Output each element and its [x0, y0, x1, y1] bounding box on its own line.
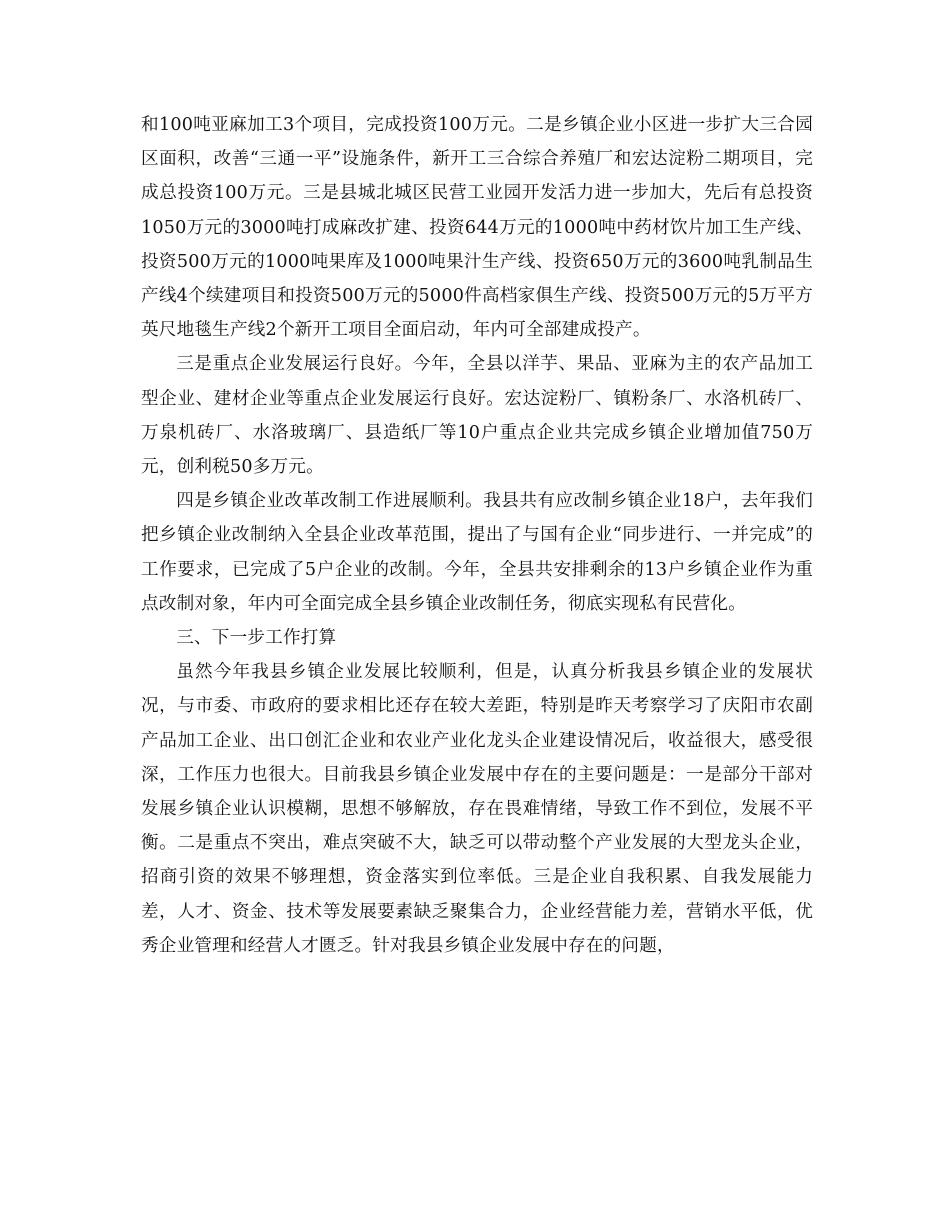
document-body — [141, 108, 813, 963]
paragraph-reform: 四是乡镇企业改革改制工作进展顺利。我县共有应改制乡镇企业18户，去年我们把乡镇企业改制纳入全县企业改革范围，提出了与国有企业“同步进行、一并完成”的工作要求，已完成了5户企业的改制。今年，全县共安排剩余的13户乡镇企业作为重点改制对象，年内可全面完成全县乡镇企业改制任务，彻底实现私有民营化。 — [141, 491, 813, 614]
paragraph-continuation: 和100吨亚麻加工3个项目，完成投资100万元。二是乡镇企业小区进一步扩大三合园区面积，改善“三通一平”设施条件，新开工三合综合养殖厂和宏达淀粉二期项目，完成总投资100万元。三是县城北城区民营工业园开发活力进一步加大，先后有总投资1050万元的3000吨打成麻改扩建、投资644万元的1000吨中药材饮片加工生产线、投资500万元的1000吨果库及1000吨果汁生产线、投资650万元的3600吨乳制品生产线4个续建项目和投资500万元的5000件高档家俱生产线、投资500万元的5万平方英尺地毯生产线2个新开工项目全面启动，年内可全部建成投产。 — [141, 115, 813, 341]
paragraph-key-enterprises: 三是重点企业发展运行良好。今年，全县以洋芋、果品、亚麻为主的农产品加工型企业、建材企业等重点企业发展运行良好。宏达淀粉厂、镇粉条厂、水洛机砖厂、万泉机砖厂、水洛玻璃厂、县造纸厂等10户重点企业共完成乡镇企业增加值750万元，创利税50多万元。 — [141, 354, 813, 478]
paragraph-problems: 虽然今年我县乡镇企业发展比较顺利，但是，认真分析我县乡镇企业的发展状况，与市委、市政府的要求相比还存在较大差距，特别是昨天考察学习了庆阳市农副产品加工企业、出口创汇企业和农业产业化龙头企业建设情况后，收益很大，感受很深，工作压力也很大。目前我县乡镇企业发展中存在的主要问题是：一是部分干部对发展乡镇企业认识模糊，思想不够解放，存在畏难情绪，导致工作不到位，发展不平衡。二是重点不突出，难点突破不大，缺乏可以带动整个产业发展的大型龙头企业，招商引资的效果不够理想，资金落实到位率低。三是企业自我积累、自我发展能力差，人才、资金、技术等发展要素缺乏聚集合力，企业经营能力差，营销水平低，优秀企业管理和经营人才匮乏。针对我县乡镇企业发展中存在的问题， — [141, 662, 813, 956]
section-heading-next-steps: 三、下一步工作打算 — [176, 628, 337, 649]
